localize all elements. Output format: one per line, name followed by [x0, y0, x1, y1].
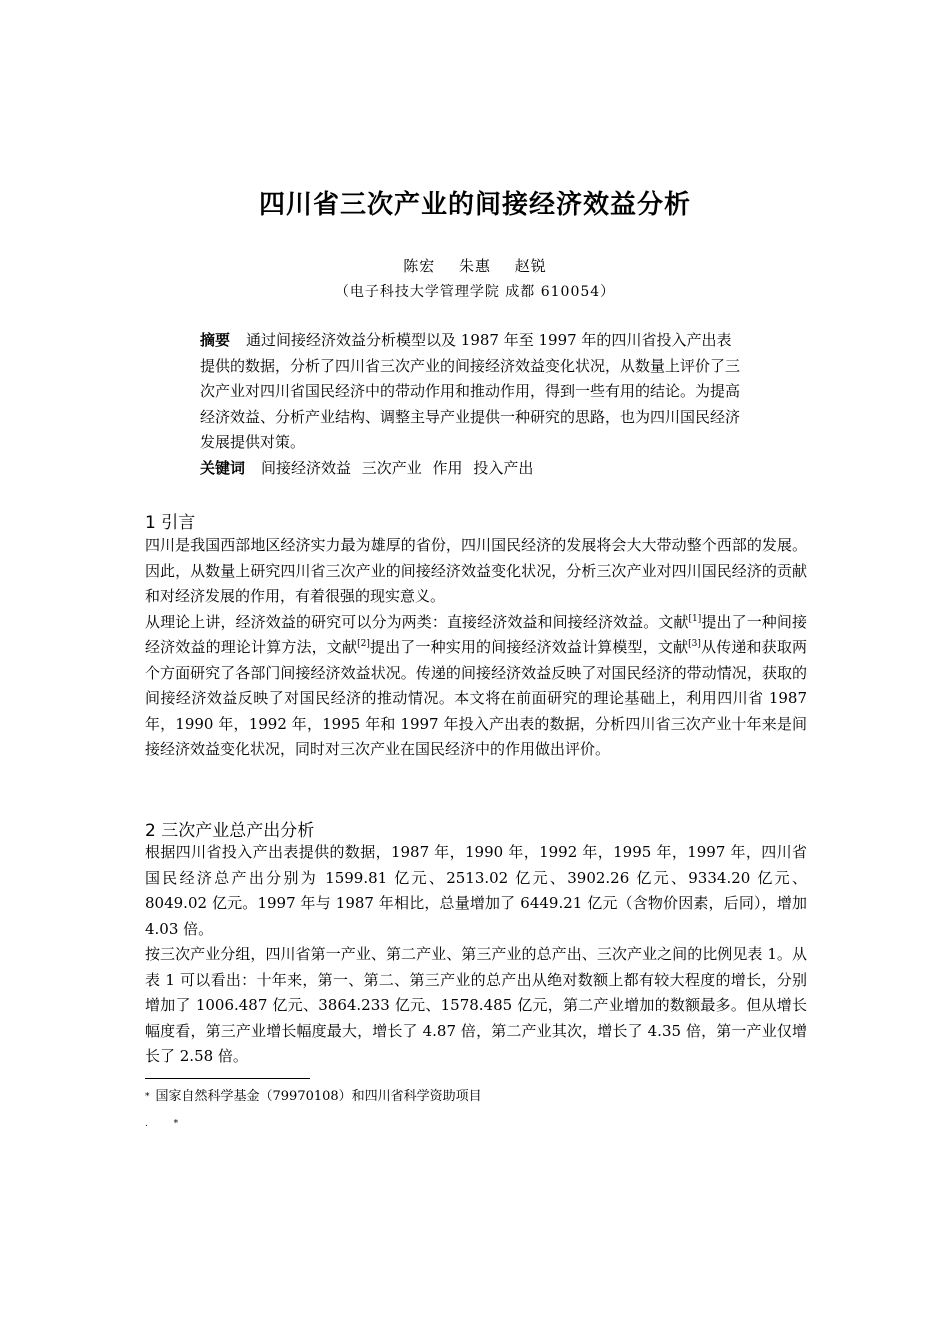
section-1-body — [145, 533, 807, 763]
footnote-marker: * — [145, 1092, 150, 1102]
citation-ref-1: [1] — [688, 613, 702, 624]
section-1-heading: 1 引言 — [145, 513, 196, 533]
section-2-heading: 2 三次产业总产出分析 — [145, 821, 315, 841]
stray-marks: . * — [145, 1119, 179, 1129]
citation-ref-3: [3] — [688, 639, 701, 649]
abstract-label: 摘要 — [200, 331, 231, 349]
keywords-label: 关键词 — [200, 459, 246, 477]
author-list: 陈宏 朱惠 赵锐 — [403, 257, 547, 275]
paper-title: 四川省三次产业的间接经济效益分析 — [258, 190, 691, 220]
paragraph-text: 从传递和获取两个方面研究了各部门间接经济效益状况。传递的间接经济效益反映了对国民经济的带动情况，获取的间接经济效益反映了对国民经济的推动情况。本文将在前面研究的理论基础上，利用四川省 1987 年，1990 年，1992 年，1995 年和 1997 年投入产出表的数据，分析四川省三次产业十年来是间接经济效益变化状况，同时对三次产业在国民经济中的作用做出评价。 — [145, 638, 807, 758]
section-2-paragraph-1: 根据四川省投入产出表提供的数据，1987 年，1990 年，1992 年，1995 年，1997 年，四川省国民经济总产出分别为 1599.81 亿元、2513.02 亿元、3902.26 亿元、9334.20 亿元、8049.02 亿元。1997 年与 1987 年相比，总量增加了 6449.21 亿元（含物价因素，后同），增加 4.03 倍。 — [145, 843, 807, 938]
paragraph-text: 提出了一种间接经济效益的理论计算方法，文献 — [145, 612, 807, 656]
section-2-paragraph-2: 按三次产业分组，四川省第一产业、第二产业、第三产业的总产出、三次产业之间的比例见表 1。从表 1 可以看出：十年来，第一、第二、第三产业的总产出从绝对数额上都有较大程度的增长，分别增加了 1006.487 亿元、3864.233 亿元、1578.485 亿元，第二产业增加的数额最多。但从增长幅度看，第三产业增长幅度最大，增长了 4.87 倍，第二产业其次，增长了 4.35 倍，第一产业仅增长了 2.58 倍。 — [145, 945, 807, 1065]
affiliation: （电子科技大学管理学院 成都 610054） — [334, 284, 616, 300]
abstract-text: 通过间接经济效益分析模型以及 1987 年至 1997 年的四川省投入产出表提供的数据，分析了四川省三次产业的间接经济效益变化状况，从数量上评价了三次产业对四川省国民经济中的带动作用和推动作用，得到一些有用的结论。为提高经济效益、分析产业结构、调整主导产业提供一种研究的思路，也为四川国民经济发展提供对策。 — [200, 331, 741, 451]
keywords-text: 间接经济效益 三次产业 作用 投入产出 — [261, 459, 534, 477]
abstract — [200, 328, 745, 456]
section-1-paragraph-2 — [145, 610, 807, 763]
paragraph-text: 从理论上讲，经济效益的研究可以分为两类：直接经济效益和间接经济效益。文献 — [145, 612, 689, 631]
footnote — [145, 1088, 482, 1106]
footnote-separator — [145, 1078, 310, 1079]
keywords — [200, 456, 745, 481]
section-1-paragraph-1: 四川是我国西部地区经济实力最为雄厚的省份，四川国民经济的发展将会大大带动整个西部的发展。因此，从数量上研究四川省三次产业的间接经济效益变化状况，分析三次产业对四川国民经济的贡献和对经济发展的作用，有着很强的现实意义。 — [145, 536, 807, 605]
section-2-body — [145, 840, 807, 1070]
paragraph-text: 提出了一种实用的间接经济效益计算模型，文献 — [369, 638, 689, 656]
citation-ref-2: [2] — [357, 639, 370, 649]
footnote-text: 国家自然科学基金（79970108）和四川省科学资助项目 — [155, 1089, 482, 1104]
